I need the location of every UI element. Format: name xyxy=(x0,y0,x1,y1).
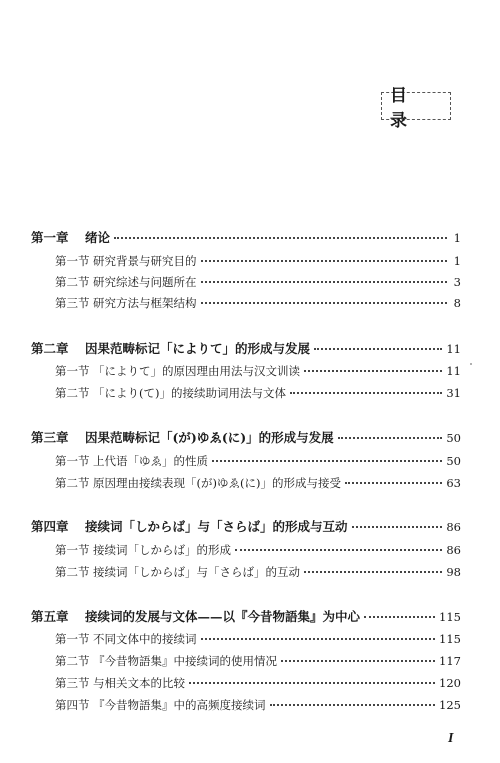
folio-page-number: I xyxy=(448,731,454,746)
section-title: 「により(て)」的接续助词用法与文体 xyxy=(93,386,286,400)
page-number: 11 xyxy=(446,364,461,378)
chapter-number: 第三章 xyxy=(31,430,69,445)
dot-leader xyxy=(304,571,442,573)
dot-leader xyxy=(314,348,442,350)
chapter-number: 第四章 xyxy=(31,519,69,534)
dot-leader xyxy=(189,682,435,684)
toc-section[interactable] xyxy=(55,294,461,312)
page-number: 86 xyxy=(446,543,461,557)
toc-chapter-5[interactable] xyxy=(31,608,461,626)
page-number: 115 xyxy=(439,610,461,624)
section-number: 第四节 xyxy=(55,698,90,712)
section-title: 上代语「ゆゑ」的性质 xyxy=(93,454,208,468)
chapter-number: 第五章 xyxy=(31,609,69,624)
dot-leader xyxy=(345,482,442,484)
dot-leader xyxy=(281,660,435,662)
page-number: 117 xyxy=(439,654,461,668)
dot-leader xyxy=(352,526,443,528)
section-title: 『今昔物語集』中的高频度接续词 xyxy=(93,698,266,712)
toc-section[interactable] xyxy=(55,452,461,470)
section-number: 第二节 xyxy=(55,565,90,579)
section-number: 第三节 xyxy=(55,676,90,690)
toc-section[interactable] xyxy=(55,674,461,692)
section-number: 第二节 xyxy=(55,275,90,289)
toc-section[interactable] xyxy=(55,630,461,648)
page-number: 11 xyxy=(446,342,461,356)
dot-leader xyxy=(290,392,442,394)
dot-leader xyxy=(235,549,442,551)
page-number: 31 xyxy=(446,386,461,400)
section-number: 第二节 xyxy=(55,476,90,490)
dot-leader xyxy=(338,437,443,439)
page-number: 1 xyxy=(453,231,461,245)
chapter-title: 因果范畴标记「によりて」的形成与发展 xyxy=(85,341,311,356)
section-title: 接续词「しからば」与「さらば」的互动 xyxy=(93,565,300,579)
chapter-title: 因果范畴标记「(が)ゆゑ(に)」的形成与发展 xyxy=(85,430,334,445)
chapter-number: 第二章 xyxy=(31,341,69,356)
toc-section[interactable] xyxy=(55,362,461,380)
page-number: 120 xyxy=(439,676,461,690)
section-number: 第一节 xyxy=(55,543,90,557)
toc-section[interactable] xyxy=(55,273,461,291)
section-number: 第一节 xyxy=(55,454,90,468)
page-number: 3 xyxy=(453,275,461,289)
toc-section[interactable] xyxy=(55,384,461,402)
dot-leader xyxy=(201,302,448,304)
section-number: 第一节 xyxy=(55,364,90,378)
page-number: 50 xyxy=(446,431,461,445)
section-title: 研究方法与框架结构 xyxy=(93,296,197,310)
chapter-number: 第一章 xyxy=(31,230,69,245)
section-title: 研究综述与问题所在 xyxy=(93,275,197,289)
toc-chapter-1[interactable] xyxy=(31,229,461,247)
toc-section[interactable] xyxy=(55,541,461,559)
dot-leader xyxy=(114,237,447,239)
dot-leader xyxy=(364,616,435,618)
page-number: 1 xyxy=(453,254,461,268)
section-title: 研究背景与研究目的 xyxy=(93,254,197,268)
page-number: 115 xyxy=(439,632,461,646)
chapter-title: 接续词的发展与文体——以『今昔物語集』为中心 xyxy=(85,609,361,624)
section-number: 第三节 xyxy=(55,296,90,310)
section-number: 第二节 xyxy=(55,654,90,668)
section-title: 接续词「しからば」的形成 xyxy=(93,543,231,557)
dot-leader xyxy=(201,638,436,640)
dot-leader xyxy=(270,704,436,706)
chapter-title: 绪论 xyxy=(85,230,111,245)
section-number: 第一节 xyxy=(55,254,90,268)
toc-chapter-2[interactable] xyxy=(31,340,461,358)
section-number: 第一节 xyxy=(55,632,90,646)
toc-section[interactable] xyxy=(55,696,461,714)
section-number: 第二节 xyxy=(55,386,90,400)
section-title: 与相关文本的比较 xyxy=(93,676,185,690)
page-number: 63 xyxy=(446,476,461,490)
dot-leader xyxy=(201,281,448,283)
page-title: 目 录 xyxy=(381,92,451,120)
section-title: 原因理由接续表现「(が)ゆゑ(に)」的形成与接受 xyxy=(93,476,341,490)
chapter-title: 接续词「しからば」与「さらば」的形成与互动 xyxy=(85,519,348,534)
page-number: 98 xyxy=(446,565,461,579)
page-number: 125 xyxy=(439,698,461,712)
page-number: 86 xyxy=(446,520,461,534)
toc-section[interactable] xyxy=(55,474,461,492)
dot-leader xyxy=(304,370,442,372)
toc-chapter-3[interactable] xyxy=(31,429,461,447)
section-title: 「によりて」的原因理由用法与汉文训读 xyxy=(93,364,300,378)
toc-chapter-4[interactable] xyxy=(31,518,461,536)
toc-section[interactable] xyxy=(55,652,461,670)
toc-section[interactable] xyxy=(55,252,461,270)
scan-speck xyxy=(470,363,472,365)
toc-section[interactable] xyxy=(55,563,461,581)
dot-leader xyxy=(212,460,442,462)
page-number: 8 xyxy=(453,296,461,310)
page-number: 50 xyxy=(446,454,461,468)
dot-leader xyxy=(201,260,448,262)
section-title: 『今昔物語集』中接续词的使用情况 xyxy=(93,654,277,668)
section-title: 不同文体中的接续词 xyxy=(93,632,197,646)
